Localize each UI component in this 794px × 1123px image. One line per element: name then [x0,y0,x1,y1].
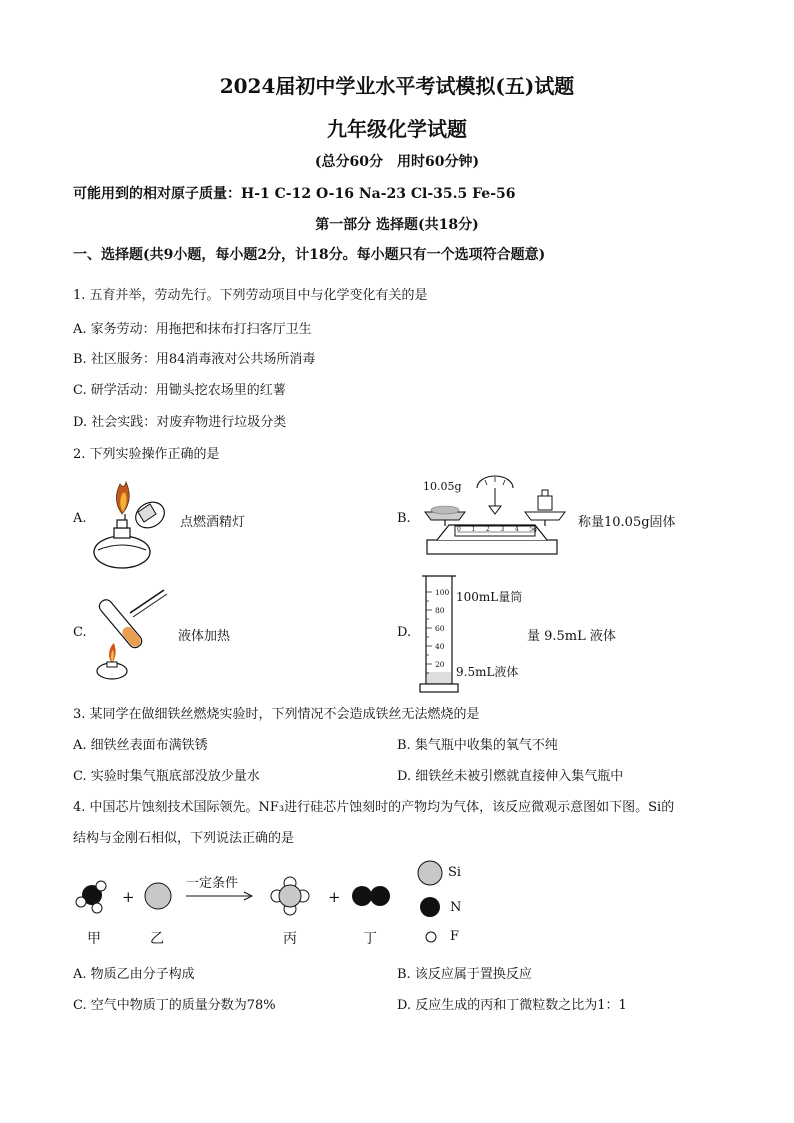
q1-option-b: B. 社区服务：用84消毒液对公共场所消毒 [73,352,316,367]
cyl-tick-40: 40 [435,642,445,651]
label-ding: 丁 [363,931,377,947]
alcohol-lamp-lighting-figure [90,470,175,575]
scale-tick: 2 [485,526,490,533]
label-yi: 乙 [150,931,164,947]
q4-option-b: B. 该反应属于置换反应 [397,967,532,982]
q3-option-c: C. 实验时集气瓶底部没放少量水 [73,769,260,784]
q2-c-letter: C. [73,625,87,640]
scale-tick: 5g [529,526,537,533]
liquid-heating-figure [92,585,177,680]
q4-stem-line2: 结构与金刚石相似，下列说法正确的是 [73,831,295,846]
q2-d-caption: 量 9.5mL 液体 [527,629,616,644]
q3-option-d: D. 细铁丝未被引燃就直接伸入集气瓶中 [397,769,624,784]
legend-n-label: N [450,900,462,915]
plus-sign-2: + [328,888,341,906]
reaction-condition: 一定条件 [186,876,239,891]
scale-tick: 3 [500,526,505,533]
plus-sign-1: + [122,888,135,906]
balance-weight-label: 10.05g [423,480,462,493]
q2-c-caption: 液体加热 [178,629,231,644]
q3-stem: 3. 某同学在做细铁丝燃烧实验时，下列情况不会造成铁丝无法燃烧的是 [73,707,480,722]
q2-b-letter: B. [397,511,411,526]
q2-a-caption: 点燃酒精灯 [180,515,246,530]
molecule-jia-f [96,881,106,891]
label-bing: 丙 [283,931,297,947]
q2-d-letter: D. [397,625,412,640]
cyl-tick-100: 100 [435,588,450,597]
cyl-tick-60: 60 [435,624,445,633]
legend-n-atom [420,897,440,917]
molecule-jia-f [92,903,102,913]
cyl-tick-80: 80 [435,606,445,615]
q4-option-d: D. 反应生成的丙和丁微粒数之比为1：1 [397,998,627,1013]
exam-subtitle: 九年级化学试题 [327,117,467,141]
q1-option-d: D. 社会实践：对废弃物进行垃圾分类 [73,415,287,430]
molecule-jia-f [76,897,86,907]
legend-f-atom [424,930,438,944]
cyl-tick-20: 20 [435,660,445,669]
scale-tick: 1 [471,526,476,533]
liquid-label: 9.5mL液体 [456,665,519,679]
section-heading: 一、选择题(共9小题，每小题2分，计18分。每小题只有一个选项符合题意) [73,247,546,263]
scale-tick: 0 [457,526,461,533]
atom-yi-si [145,883,171,909]
q4-option-c: C. 空气中物质丁的质量分数为78% [73,998,276,1013]
legend-f-label: F [450,929,460,944]
legend-si-label: Si [448,865,462,880]
q2-stem: 2. 下列实验操作正确的是 [73,447,220,462]
q2-b-caption: 称量10.05g固体 [578,515,676,530]
exam-title: 2024届初中学业水平考试模拟(五)试题 [219,74,575,98]
molecule-ding-n [352,886,372,906]
q1-option-c: C. 研学活动：用锄头挖农场里的红薯 [73,383,286,398]
balance-scale-ticks [457,526,537,533]
atomic-masses: 可能用到的相对原子质量：H-1 C-12 O-16 Na-23 Cl-35.5 Fe-56 [73,186,516,202]
label-jia: 甲 [87,931,101,947]
molecule-bing-si [279,885,301,907]
q2-a-letter: A. [73,511,87,526]
cylinder-label: 100mL量筒 [456,590,523,604]
q3-option-a: A. 细铁丝表面布满铁锈 [73,738,208,753]
q1-stem: 1. 五育并举，劳动先行。下列劳动项目中与化学变化有关的是 [73,288,428,303]
scale-tick: 4 [514,526,519,533]
part-heading: 第一部分 选择题(共18分) [315,217,479,233]
q4-stem-line1: 4. 中国芯片蚀刻技术国际领先。NF₃进行硅芯片蚀刻时的产物均为气体，该反应微观示意图如下图。Si的 [73,800,675,815]
legend-si-atom [418,861,442,885]
q3-option-b: B. 集气瓶中收集的氧气不纯 [397,738,558,753]
q4-option-a: A. 物质乙由分子构成 [73,967,195,982]
q1-option-a: A. 家务劳动：用拖把和抹布打扫客厅卫生 [73,322,312,337]
exam-meta: (总分60分 用时60分钟) [314,154,480,170]
molecule-ding-n [370,886,390,906]
